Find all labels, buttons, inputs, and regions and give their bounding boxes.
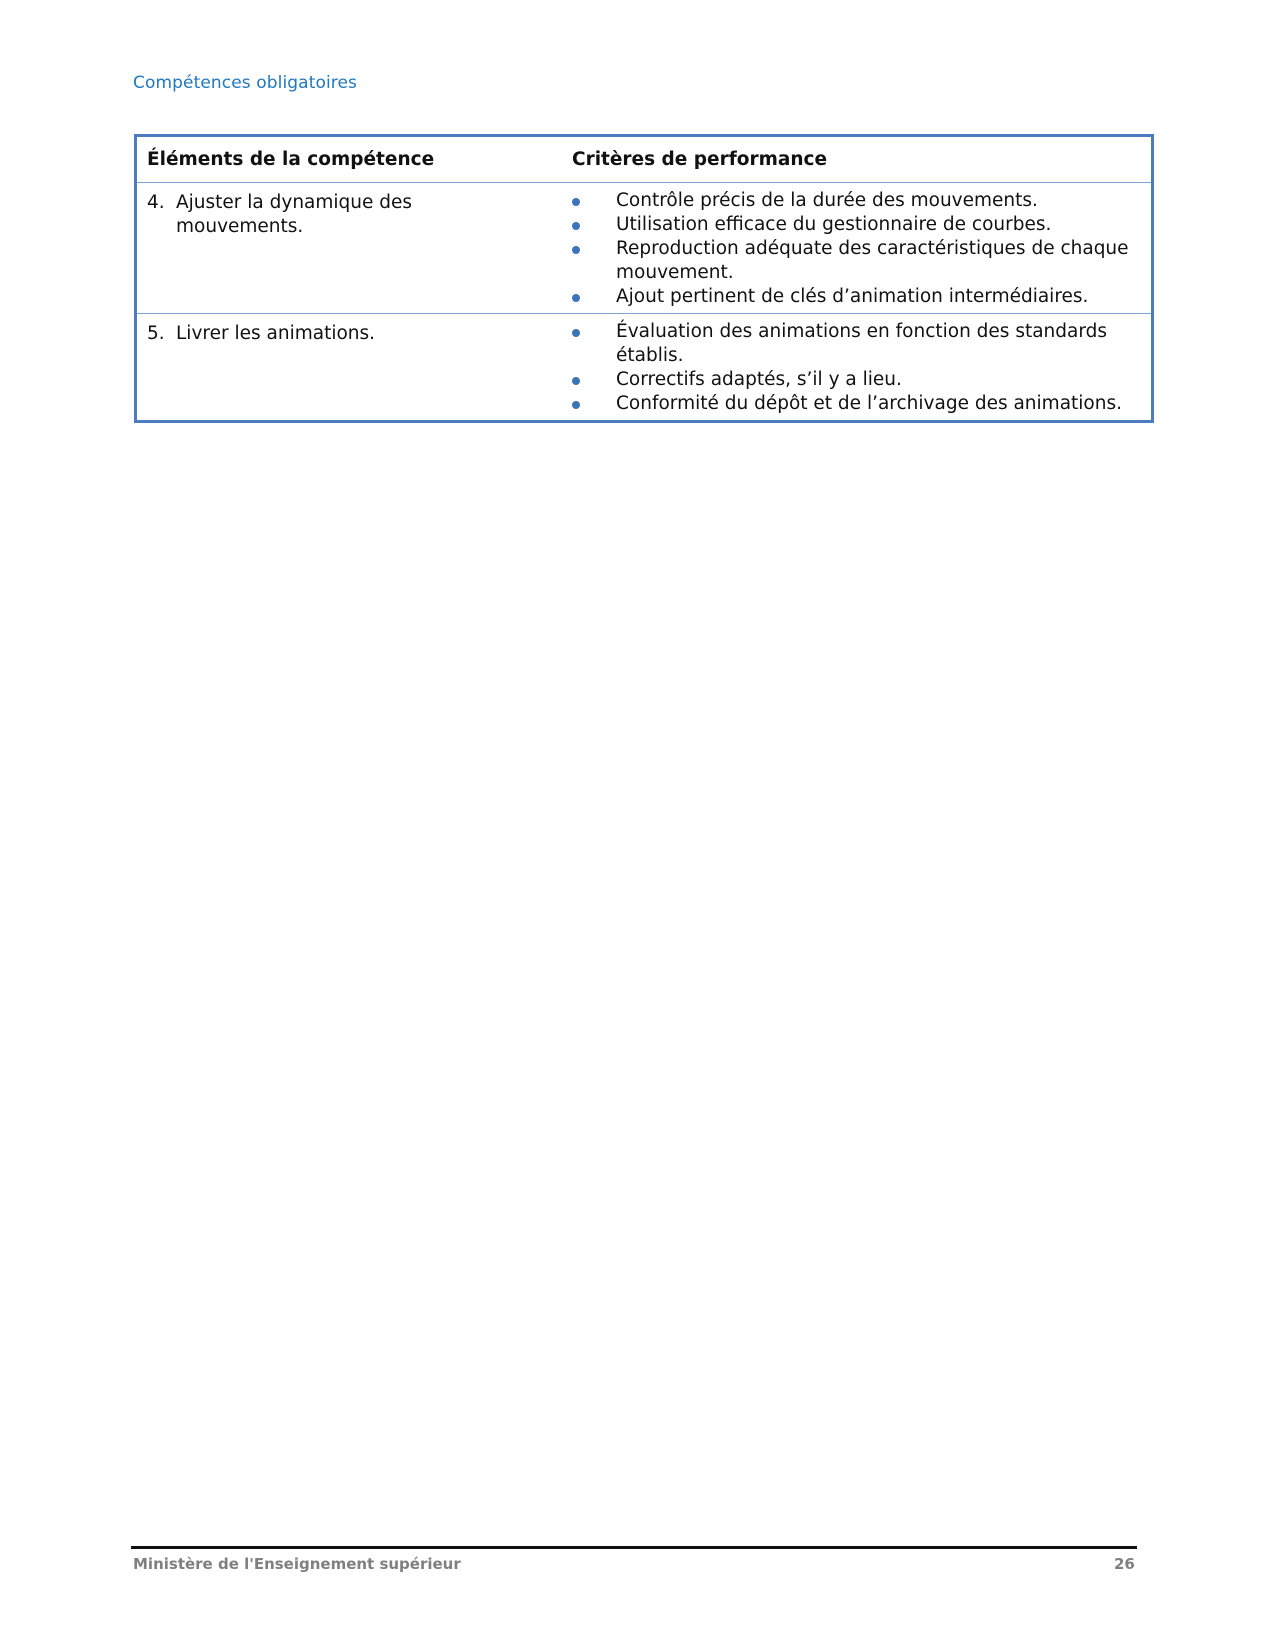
column-header-elements: Éléments de la compétence [147,148,435,170]
criterion-text: Utilisation efficace du gestionnaire de courbes. [616,214,1052,235]
bullet-icon [572,285,616,309]
element-text: Ajuster la dynamique des mouvements. [176,192,413,237]
table-row [136,314,1153,422]
element-cell [136,314,573,422]
criterion-text: Évaluation des animations en fonction des standards établis. [616,321,1108,366]
list-item [572,368,1151,392]
bullet-icon [572,213,616,237]
bullet-icon [572,392,616,416]
criteria-cell [572,183,1153,314]
list-item [572,392,1151,416]
element-number: 5. [147,323,165,344]
competency-table [134,134,1154,423]
table-header-row [136,136,1153,183]
element-text: Livrer les animations. [176,323,376,344]
section-title: Compétences obligatoires [133,73,358,93]
bullet-icon [572,320,616,368]
page-number: 26 [1114,1555,1135,1573]
element-cell [136,183,573,314]
list-item [572,189,1151,213]
list-item [572,237,1151,285]
criteria-cell [572,314,1153,422]
footer-organization: Ministère de l'Enseignement supérieur [133,1555,461,1573]
bullet-icon [572,368,616,392]
bullet-icon [572,189,616,213]
criterion-text: Ajout pertinent de clés d’animation intermédiaires. [616,286,1089,307]
bullet-icon [572,237,616,285]
list-item [572,320,1151,368]
criterion-text: Reproduction adéquate des caractéristiques de chaque mouvement. [616,238,1129,283]
criteria-list [572,314,1151,420]
criterion-text: Conformité du dépôt et de l’archivage des animations. [616,393,1122,414]
list-item [572,285,1151,309]
table-row [136,183,1153,314]
criterion-text: Contrôle précis de la durée des mouvements. [616,190,1038,211]
element-number: 4. [147,192,165,213]
criteria-list [572,183,1151,313]
list-item [572,213,1151,237]
footer-divider [131,1546,1137,1549]
column-header-criteria: Critères de performance [572,148,828,170]
criterion-text: Correctifs adaptés, s’il y a lieu. [616,369,902,390]
